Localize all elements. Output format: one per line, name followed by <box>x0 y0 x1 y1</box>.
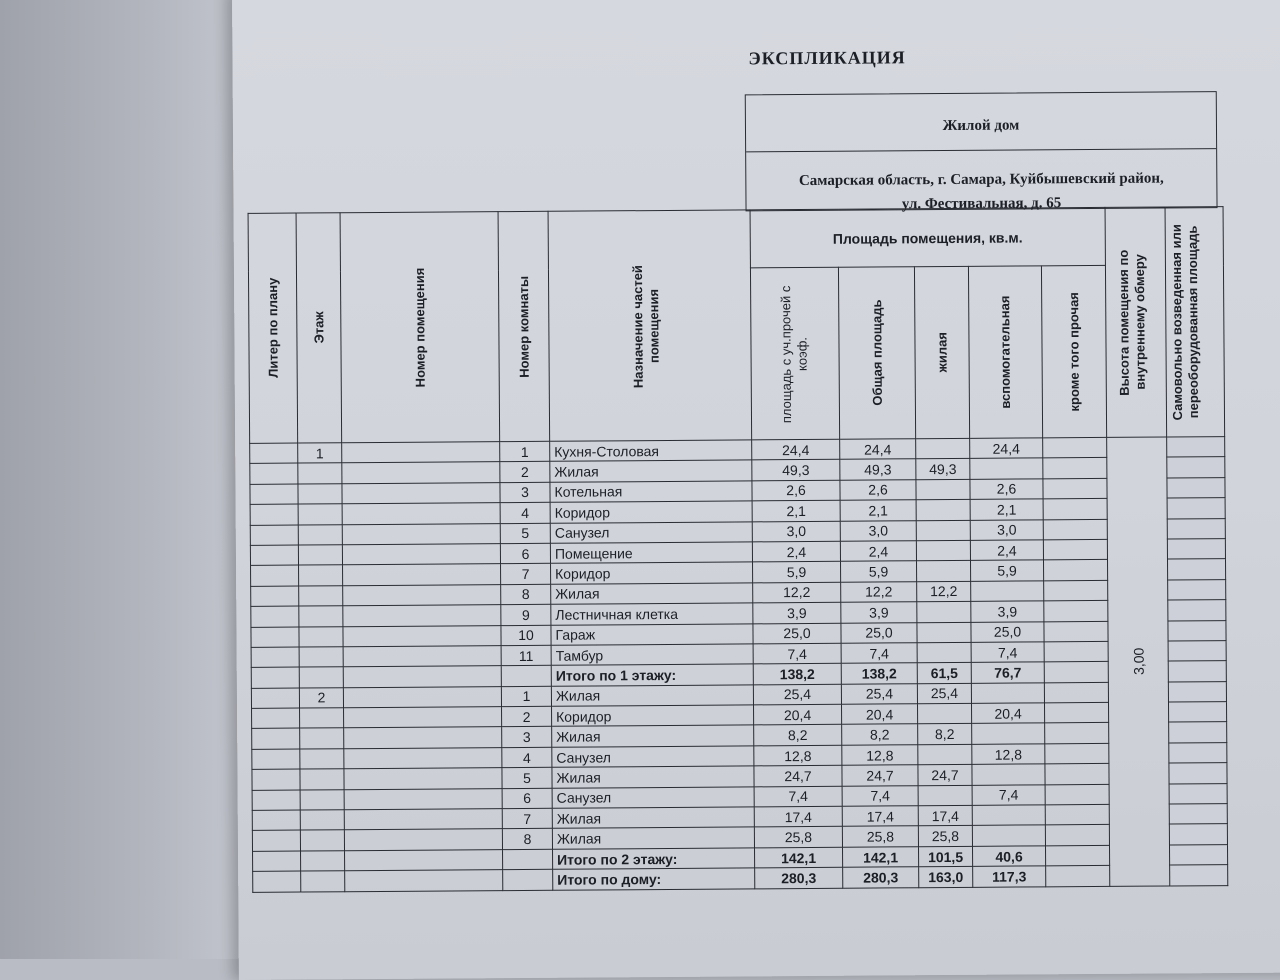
explication-table <box>248 206 1229 892</box>
purpose-cell: Санузел <box>550 521 752 543</box>
header-area-coef: площадь с уч.прочей с коэф. <box>750 267 839 440</box>
floor-cell <box>298 504 342 525</box>
room-number-cell: 4 <box>500 502 550 523</box>
room-number-cell: 11 <box>501 645 551 666</box>
purpose-cell: Санузел <box>552 746 754 768</box>
header-height: Высота помещения по внутреннему обмеру <box>1105 207 1167 437</box>
living-area-cell: 101,5 <box>918 846 972 867</box>
area-coef-cell: 25,8 <box>754 827 842 848</box>
litera-cell <box>250 443 298 464</box>
header-auxiliary-area: вспомогательная <box>968 266 1042 439</box>
room-number-cell: 3 <box>500 482 550 503</box>
area-coef-cell: 49,3 <box>752 460 840 481</box>
premise-cell <box>343 625 501 646</box>
living-area-cell <box>917 622 971 643</box>
other-area-cell <box>1046 866 1110 887</box>
unauthorized-cell <box>1168 600 1226 621</box>
living-area-cell <box>917 601 971 622</box>
living-area-cell: 24,7 <box>918 765 972 786</box>
purpose-cell: Гараж <box>551 623 753 645</box>
living-area-cell: 12,2 <box>917 581 971 602</box>
auxiliary-area-cell <box>972 764 1045 785</box>
auxiliary-area-cell <box>972 825 1045 846</box>
other-area-cell <box>1044 682 1108 703</box>
other-area-cell <box>1045 764 1109 785</box>
floor-cell <box>298 545 342 566</box>
purpose-cell: Коридор <box>550 501 752 523</box>
unauthorized-cell <box>1167 539 1225 560</box>
other-area-cell <box>1044 580 1108 601</box>
area-coef-cell: 17,4 <box>754 806 842 827</box>
unauthorized-cell <box>1167 559 1225 580</box>
unauthorized-cell <box>1168 579 1226 600</box>
premise-cell <box>343 666 501 687</box>
purpose-cell: Итого по 1 этажу: <box>551 664 753 686</box>
premise-cell <box>342 544 500 565</box>
total-area-cell: 142,1 <box>842 847 918 868</box>
living-area-cell: 163,0 <box>919 867 973 888</box>
litera-cell <box>251 565 299 586</box>
living-area-cell: 61,5 <box>917 663 971 684</box>
other-area-cell <box>1045 804 1109 825</box>
room-number-cell <box>503 849 553 870</box>
unauthorized-cell <box>1169 844 1227 865</box>
total-area-cell: 25,0 <box>841 622 917 643</box>
auxiliary-area-cell: 12,8 <box>972 744 1045 765</box>
left-page-edge <box>0 0 250 959</box>
room-number-cell: 1 <box>501 686 551 707</box>
premise-cell <box>343 584 501 605</box>
litera-cell <box>252 708 300 729</box>
auxiliary-area-cell: 25,0 <box>971 621 1044 642</box>
other-area-cell <box>1044 702 1108 723</box>
floor-cell: 2 <box>299 687 343 708</box>
unauthorized-cell <box>1169 783 1227 804</box>
unauthorized-cell <box>1169 742 1227 763</box>
litera-cell <box>250 484 298 505</box>
area-coef-cell: 25,0 <box>753 623 841 644</box>
unauthorized-cell <box>1169 722 1227 743</box>
other-area-cell <box>1043 499 1107 520</box>
area-coef-cell: 24,4 <box>752 439 840 460</box>
premise-cell <box>344 829 502 850</box>
area-coef-cell: 12,2 <box>753 582 841 603</box>
living-area-cell: 49,3 <box>916 459 970 480</box>
header-other-area: кроме того прочая <box>1041 265 1106 437</box>
room-number-cell: 8 <box>501 584 551 605</box>
table-body <box>250 437 1228 892</box>
living-area-cell <box>918 744 972 765</box>
premise-cell <box>344 727 502 748</box>
purpose-cell: Жилая <box>552 725 754 747</box>
header-floor: Этаж <box>296 213 342 443</box>
other-area-cell <box>1043 458 1107 479</box>
room-number-cell: 8 <box>502 829 552 850</box>
living-area-cell <box>916 438 970 459</box>
document-title: ЭКСПЛИКАЦИЯ <box>748 47 906 69</box>
area-coef-cell: 8,2 <box>754 725 842 746</box>
purpose-cell: Санузел <box>552 787 754 809</box>
other-area-cell <box>1044 601 1108 622</box>
litera-cell <box>250 545 298 566</box>
auxiliary-area-cell <box>971 683 1044 704</box>
area-coef-cell: 280,3 <box>755 867 843 888</box>
total-area-cell: 20,4 <box>842 704 918 725</box>
floor-cell <box>299 647 343 668</box>
purpose-cell: Жилая <box>552 766 754 788</box>
auxiliary-area-cell: 117,3 <box>973 866 1046 887</box>
unauthorized-cell <box>1168 640 1226 661</box>
auxiliary-area-cell: 2,6 <box>970 479 1043 500</box>
auxiliary-area-cell: 76,7 <box>971 662 1044 683</box>
area-coef-cell: 20,4 <box>754 704 842 725</box>
premise-cell <box>342 523 500 544</box>
premise-cell <box>343 646 501 667</box>
living-area-cell <box>916 479 970 500</box>
floor-cell <box>298 524 342 545</box>
area-coef-cell: 2,4 <box>752 541 840 562</box>
total-area-cell: 138,2 <box>841 663 917 684</box>
area-coef-cell: 142,1 <box>755 847 843 868</box>
total-area-cell: 49,3 <box>840 459 916 480</box>
other-area-cell <box>1044 560 1108 581</box>
total-area-cell: 7,4 <box>841 643 917 664</box>
floor-cell <box>300 810 344 831</box>
total-area-cell: 3,0 <box>840 520 916 541</box>
floor-cell <box>298 463 342 484</box>
room-number-cell: 7 <box>502 808 552 829</box>
address-line-1: Самарская область, г. Самара, Куйбышевский район, <box>798 170 1164 190</box>
room-number-cell: 10 <box>501 625 551 646</box>
premise-cell <box>342 442 500 463</box>
total-area-cell: 2,1 <box>840 500 916 521</box>
purpose-cell: Жилая <box>551 583 753 605</box>
area-coef-cell: 3,9 <box>753 602 841 623</box>
living-area-cell <box>917 642 971 663</box>
premise-cell <box>344 707 502 728</box>
litera-cell <box>252 810 300 831</box>
total-area-cell: 25,8 <box>842 826 918 847</box>
purpose-cell: Жилая <box>550 460 752 482</box>
other-area-cell <box>1043 437 1107 458</box>
litera-cell <box>252 830 300 851</box>
purpose-cell: Коридор <box>551 562 753 584</box>
auxiliary-area-cell: 5,9 <box>971 560 1044 581</box>
room-number-cell: 2 <box>502 706 552 727</box>
unauthorized-cell <box>1169 824 1227 845</box>
premise-cell <box>344 747 502 768</box>
living-area-cell: 25,4 <box>917 683 971 704</box>
unauthorized-cell <box>1167 457 1225 478</box>
header-purpose: Назначение частей помещения <box>548 210 752 441</box>
living-area-cell <box>918 785 972 806</box>
unauthorized-cell <box>1167 437 1225 458</box>
room-number-cell: 6 <box>500 543 550 564</box>
unauthorized-cell <box>1169 804 1227 825</box>
room-number-cell: 1 <box>500 441 550 462</box>
header-living-area: жилая <box>914 266 969 438</box>
total-area-cell: 5,9 <box>841 561 917 582</box>
building-header <box>745 91 1218 211</box>
total-area-cell: 24,4 <box>840 439 916 460</box>
room-number-cell: 4 <box>502 747 552 768</box>
litera-cell <box>251 586 299 607</box>
total-area-cell: 2,6 <box>840 480 916 501</box>
address-line-2: ул. Фестивальная, д. 65 <box>901 195 1062 213</box>
unauthorized-cell <box>1169 763 1227 784</box>
other-area-cell <box>1043 539 1107 560</box>
auxiliary-area-cell: 7,4 <box>971 642 1044 663</box>
total-area-cell: 12,2 <box>841 581 917 602</box>
other-area-cell <box>1045 784 1109 805</box>
unauthorized-cell <box>1167 518 1225 539</box>
floor-cell <box>300 749 344 770</box>
auxiliary-area-cell: 20,4 <box>971 703 1044 724</box>
premise-cell <box>344 768 502 789</box>
living-area-cell <box>916 500 970 521</box>
auxiliary-area-cell: 7,4 <box>972 784 1045 805</box>
litera-cell <box>252 749 300 770</box>
document-page <box>232 0 1280 980</box>
area-coef-cell: 138,2 <box>753 664 841 685</box>
unauthorized-cell <box>1167 477 1225 498</box>
litera-cell <box>251 627 299 648</box>
area-coef-cell: 2,1 <box>752 500 840 521</box>
living-area-cell <box>916 540 970 561</box>
room-number-cell <box>503 869 553 890</box>
purpose-cell: Коридор <box>552 705 754 727</box>
living-area-cell: 25,8 <box>918 826 972 847</box>
living-area-cell: 17,4 <box>918 805 972 826</box>
other-area-cell <box>1045 723 1109 744</box>
auxiliary-area-cell: 3,0 <box>970 519 1043 540</box>
floor-cell <box>300 789 344 810</box>
purpose-cell: Жилая <box>551 685 753 707</box>
purpose-cell: Жилая <box>552 807 754 829</box>
litera-cell <box>253 851 301 872</box>
floor-cell <box>300 769 344 790</box>
total-area-cell: 3,9 <box>841 602 917 623</box>
premise-cell <box>345 870 503 891</box>
living-area-cell <box>918 703 972 724</box>
premise-cell <box>343 605 501 626</box>
room-number-cell: 6 <box>502 788 552 809</box>
floor-cell <box>301 871 345 892</box>
purpose-cell: Жилая <box>552 827 754 849</box>
auxiliary-area-cell <box>972 805 1045 826</box>
litera-cell <box>250 463 298 484</box>
litera-cell <box>250 504 298 525</box>
premise-cell <box>344 788 502 809</box>
auxiliary-area-cell: 40,6 <box>972 846 1045 867</box>
premise-cell <box>342 462 500 483</box>
total-area-cell: 25,4 <box>841 683 917 704</box>
room-number-cell: 5 <box>500 523 550 544</box>
floor-cell <box>299 585 343 606</box>
litera-cell <box>250 525 298 546</box>
premise-cell <box>344 809 502 830</box>
header-area-group: Площадь помещения, кв.м. <box>750 207 1105 267</box>
header-premise-number: Номер помещения <box>340 212 500 443</box>
unauthorized-cell <box>1168 661 1226 682</box>
floor-cell <box>300 830 344 851</box>
room-number-cell: 5 <box>502 768 552 789</box>
litera-cell <box>251 688 299 709</box>
total-area-cell: 12,8 <box>842 745 918 766</box>
purpose-cell: Итого по дому: <box>553 868 755 890</box>
total-area-cell: 2,4 <box>840 541 916 562</box>
unauthorized-cell <box>1168 620 1226 641</box>
litera-cell <box>252 790 300 811</box>
building-name-cell <box>746 92 1216 152</box>
header-unauthorized-area: Самовольно возведенная или переоборудованная площадь <box>1165 207 1225 437</box>
other-area-cell <box>1045 825 1109 846</box>
purpose-cell: Помещение <box>550 542 752 564</box>
auxiliary-area-cell: 3,9 <box>971 601 1044 622</box>
purpose-cell: Лестничная клетка <box>551 603 753 625</box>
purpose-cell: Котельная <box>550 481 752 503</box>
area-coef-cell: 7,4 <box>754 786 842 807</box>
other-area-cell <box>1043 519 1107 540</box>
unauthorized-cell <box>1167 498 1225 519</box>
room-number-cell: 2 <box>500 462 550 483</box>
auxiliary-area-cell <box>970 458 1043 479</box>
living-area-cell: 8,2 <box>918 724 972 745</box>
floor-cell <box>300 708 344 729</box>
auxiliary-area-cell <box>971 581 1044 602</box>
litera-cell <box>253 871 301 892</box>
litera-cell <box>252 769 300 790</box>
litera-cell <box>251 667 299 688</box>
area-coef-cell: 12,8 <box>754 745 842 766</box>
unauthorized-cell <box>1170 865 1228 886</box>
premise-cell <box>345 849 503 870</box>
height-value: 3,00 <box>1130 647 1147 676</box>
floor-cell <box>298 484 342 505</box>
unauthorized-cell <box>1168 681 1226 702</box>
unauthorized-cell <box>1168 702 1226 723</box>
litera-cell <box>251 647 299 668</box>
floor-cell <box>301 851 345 872</box>
area-coef-cell: 7,4 <box>753 643 841 664</box>
auxiliary-area-cell: 2,1 <box>970 499 1043 520</box>
floor-cell <box>299 565 343 586</box>
header-litera: Литер по плану <box>248 213 298 443</box>
room-number-cell <box>501 666 551 687</box>
height-cell <box>1107 437 1170 886</box>
premise-cell <box>342 503 500 524</box>
total-area-cell: 17,4 <box>842 806 918 827</box>
area-coef-cell: 2,6 <box>752 480 840 501</box>
other-area-cell <box>1044 621 1108 642</box>
room-number-cell: 7 <box>501 564 551 585</box>
other-area-cell <box>1044 641 1108 662</box>
other-area-cell <box>1045 845 1109 866</box>
auxiliary-area-cell: 2,4 <box>970 540 1043 561</box>
header-room-number: Номер комнаты <box>498 211 550 441</box>
purpose-cell: Итого по 2 этажу: <box>553 848 755 870</box>
other-area-cell <box>1043 478 1107 499</box>
other-area-cell <box>1044 662 1108 683</box>
living-area-cell <box>917 561 971 582</box>
litera-cell <box>251 606 299 627</box>
premise-cell <box>343 564 501 585</box>
area-coef-cell: 5,9 <box>753 562 841 583</box>
room-number-cell: 3 <box>502 727 552 748</box>
header-total-area: Общая площадь <box>838 267 915 440</box>
auxiliary-area-cell <box>972 723 1045 744</box>
purpose-cell: Тамбур <box>551 644 753 666</box>
room-number-cell: 9 <box>501 604 551 625</box>
total-area-cell: 280,3 <box>843 867 919 888</box>
total-area-cell: 24,7 <box>842 765 918 786</box>
area-coef-cell: 25,4 <box>753 684 841 705</box>
premise-cell <box>343 686 501 707</box>
floor-cell: 1 <box>298 443 342 464</box>
premise-cell <box>342 482 500 503</box>
litera-cell <box>252 729 300 750</box>
area-coef-cell: 24,7 <box>754 766 842 787</box>
building-name: Жилой дом <box>942 117 1020 135</box>
total-area-cell: 8,2 <box>842 724 918 745</box>
floor-cell <box>300 728 344 749</box>
total-area-cell: 7,4 <box>842 785 918 806</box>
purpose-cell: Кухня-Столовая <box>550 440 752 462</box>
floor-cell <box>299 626 343 647</box>
floor-cell <box>299 667 343 688</box>
floor-cell <box>299 606 343 627</box>
living-area-cell <box>916 520 970 541</box>
other-area-cell <box>1045 743 1109 764</box>
auxiliary-area-cell: 24,4 <box>970 438 1043 459</box>
area-coef-cell: 3,0 <box>752 521 840 542</box>
